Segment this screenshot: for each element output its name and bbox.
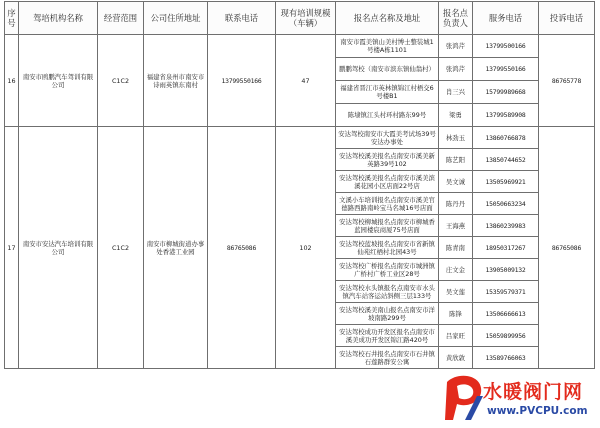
point-person-cell: 张鸿芹	[439, 58, 473, 81]
point-person-cell: 吕家旺	[439, 325, 473, 347]
table-row	[5, 35, 595, 58]
point-tel-cell: 13589766063	[473, 347, 539, 369]
school-name-cell: 南安市安达汽车培训有限公司	[19, 127, 98, 369]
point-tel-cell: 18950317267	[473, 237, 539, 259]
table-row	[5, 127, 595, 149]
point-place-cell: 安达驾校广桥报名点南安市城洲镇广桥村广桥工业区28号	[336, 259, 439, 281]
address-cell: 福建省泉州市南安市诗雨英镇东南村	[144, 35, 208, 127]
seq-cell: 16	[5, 35, 19, 127]
point-place-cell: 安达驾校溪美南山报名点南安市洋坡南路299号	[336, 303, 439, 325]
point-tel-cell: 13905009132	[473, 259, 539, 281]
header-name: 驾培机构名称	[19, 2, 98, 35]
point-place-cell: 安达驾校溪美报名点南安市溪美新英路39号102	[336, 149, 439, 171]
point-place-cell: 安达驾校蓝坡报名点南安市省新镇仙苑红栖村北园43号	[336, 237, 439, 259]
header-service: 服务电话	[473, 2, 539, 35]
point-person-cell: 庄文金	[439, 259, 473, 281]
point-place-cell: 安达驾校柳城报名点南安市柳城香蓝园楼宸商厦75号店面	[336, 215, 439, 237]
header-row	[5, 2, 595, 35]
point-person-cell: 吴文诚	[439, 171, 473, 193]
header-phone: 联系电话	[208, 2, 276, 35]
point-place-cell: 安达驾校南安市大霞美考试场39号安达办事处	[336, 127, 439, 149]
point-tel-cell: 13799500166	[473, 35, 539, 58]
point-person-cell: 陈青南	[439, 237, 473, 259]
header-person: 报名点负责人	[439, 2, 473, 35]
point-place-cell: 安达驾校水头镇报名点南安市水头镇汽车站客运站斜侧三层133号	[336, 281, 439, 303]
watermark	[443, 374, 600, 428]
complaint-cell: 86765778	[539, 35, 595, 127]
header-vehicles: 现有培训规模（车辆）	[276, 2, 336, 35]
point-tel-cell: 15359579371	[473, 281, 539, 303]
school-name-cell: 南安市鸥鹏汽车驾训有限公司	[19, 35, 98, 127]
point-tel-cell: 13799550166	[473, 58, 539, 81]
point-place-cell: 南安市霞美镇山美村博士整装城1号楼A栋1101	[336, 35, 439, 58]
header-complaint: 投诉电话	[539, 2, 595, 35]
complaint-cell: 86765086	[539, 127, 595, 369]
point-person-cell: 陈锋	[439, 303, 473, 325]
point-place-cell: 安达驾校溪美报名点南安市溪美滨溪花园小区店面22号店	[336, 171, 439, 193]
point-tel-cell: 15799989668	[473, 81, 539, 104]
point-place-cell: 安达驾校石井报名点南安市石井镇石莲路群安公寓	[336, 347, 439, 369]
point-tel-cell: 13860239983	[473, 215, 539, 237]
point-tel-cell: 15059899956	[473, 325, 539, 347]
phone-cell: 86765086	[208, 127, 276, 369]
header-seq: 序号	[5, 2, 19, 35]
point-person-cell: 肖三兴	[439, 81, 473, 104]
watermark-title: 水暖阀门网	[483, 381, 584, 403]
pv-logo-icon	[443, 374, 485, 422]
point-tel-cell: 13505969921	[473, 171, 539, 193]
point-person-cell: 黄欣敦	[439, 347, 473, 369]
point-tel-cell: 13860766878	[473, 127, 539, 149]
point-person-cell: 陈艺阳	[439, 149, 473, 171]
point-place-cell: 文溪小车培训报名点南安市溪美官德路西路南岭宝马名城16号店面	[336, 193, 439, 215]
point-person-cell: 陈丹丹	[439, 193, 473, 215]
point-tel-cell: 13506666613	[473, 303, 539, 325]
seq-cell: 17	[5, 127, 19, 369]
watermark-url: www.PVCPU.com	[487, 405, 588, 417]
point-place-cell: 安达驾校成功开发区报名点南安市溪美成功开发区锦江路420号	[336, 325, 439, 347]
driving-school-table	[4, 1, 595, 369]
header-points: 报名点名称及地址	[336, 2, 439, 35]
point-tel-cell: 13799589908	[473, 104, 539, 127]
point-tel-cell: 15050663234	[473, 193, 539, 215]
point-place-cell: 福建省晋江市英林镇锦江村梧交6号楼B1	[336, 81, 439, 104]
point-place-cell: 鹏鹏驾校（南安市滨东镇仙翁村）	[336, 58, 439, 81]
point-place-cell: 陈埭镇江头村环村路东99号	[336, 104, 439, 127]
header-address: 公司住所地址	[144, 2, 208, 35]
vehicles-cell: 47	[276, 35, 336, 127]
point-person-cell: 梁勇	[439, 104, 473, 127]
scope-cell: C1C2	[98, 35, 144, 127]
scope-cell: C1C2	[98, 127, 144, 369]
vehicles-cell: 102	[276, 127, 336, 369]
point-person-cell: 林劲玉	[439, 127, 473, 149]
address-cell: 南安市柳城街道办事处香港工业园	[144, 127, 208, 369]
header-scope: 经营范围	[98, 2, 144, 35]
point-tel-cell: 13850744652	[473, 149, 539, 171]
point-person-cell: 王海燕	[439, 215, 473, 237]
point-person-cell: 吴文莲	[439, 281, 473, 303]
phone-cell: 13799550166	[208, 35, 276, 127]
point-person-cell: 张鸿芹	[439, 35, 473, 58]
